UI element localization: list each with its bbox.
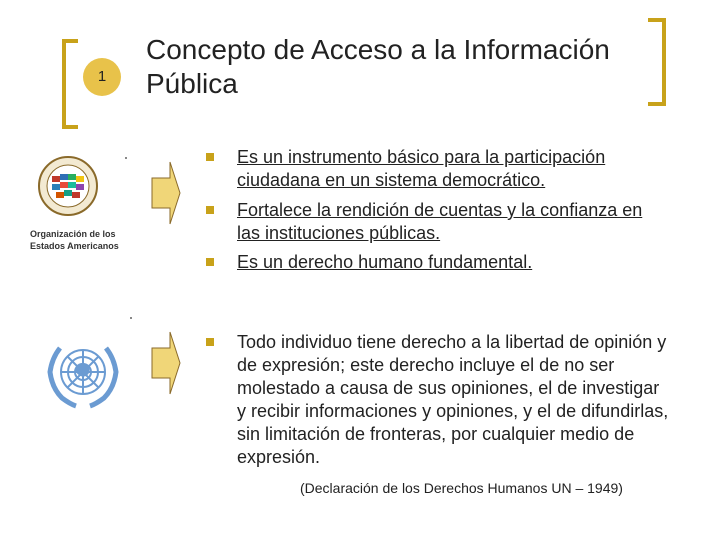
citation: (Declaración de los Derechos Humanos UN – 1949) <box>300 480 623 496</box>
bullet-square-icon <box>206 206 214 214</box>
bullet-text[interactable]: Fortalece la rendición de cuentas y la confianza en las instituciones públicas. <box>237 200 643 243</box>
slide-title: Concepto de Acceso a la Información Pública <box>146 34 610 99</box>
oas-caption-line2: Estados Americanos <box>30 241 119 251</box>
oas-seal-icon <box>38 150 98 222</box>
oas-caption-line1: Organización de los <box>30 229 116 239</box>
bullet-square-icon <box>206 258 214 266</box>
bullet-square-icon <box>206 153 214 161</box>
bullet-item <box>200 146 670 192</box>
arrow-right-icon <box>150 160 182 226</box>
slide-number-badge: 1 <box>83 58 121 96</box>
bullet-text: Todo individuo tiene derecho a la libertad de opinión y de expresión; este derecho incluye el de no ser molestado a causa de sus opiniones, el de investigar y recibir informaciones y opiniones, y el de difundirlas, sin limitación de fronteras, por cualquier medio de expresión. <box>237 332 669 467</box>
dot-marker <box>130 317 132 319</box>
right-bracket-decoration <box>648 18 666 106</box>
bullet-item <box>200 331 670 469</box>
bullet-item <box>200 199 670 245</box>
left-bracket-decoration <box>62 39 78 129</box>
un-emblem-icon <box>34 328 132 416</box>
bullet-square-icon <box>206 338 214 346</box>
bullet-item <box>200 251 670 274</box>
dot-marker <box>125 157 127 159</box>
bullet-text[interactable]: Es un instrumento básico para la participación ciudadana en un sistema democrático. <box>237 147 606 190</box>
arrow-right-icon <box>150 330 182 396</box>
bullet-text[interactable]: Es un derecho humano fundamental. <box>237 252 533 272</box>
